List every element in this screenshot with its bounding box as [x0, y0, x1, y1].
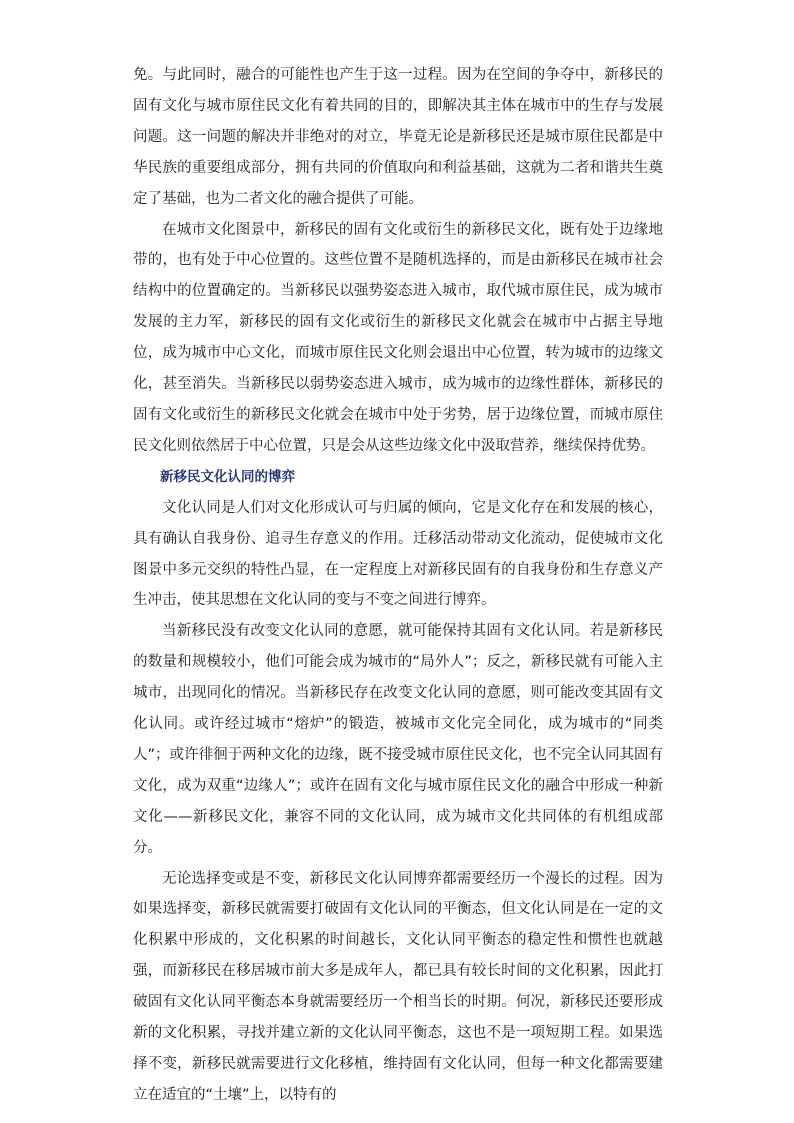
- paragraph-identity-change: 当新移民没有改变文化认同的意愿，就可能保持其固有文化认同。若是新移民的数量和规模较小，他们可能会成为城市的“局外人”；反之，新移民就有可能入主城市，出现同化的情况。当新移民存在改变文化认同的意愿，则可能改变其固有文化认同。或许经过城市“熔炉”的锻造，被城市文化完全同化，成为城市的“同类人”；或许徘徊于两种文化的边缘，既不接受城市原住民文化，也不完全认同其固有文化，成为双重“边缘人”；或许在固有文化与城市原住民文化的融合中形成一种新文化——新移民文化，兼容不同的文化认同，成为城市文化共同体的有机组成部分。: [133, 623, 663, 856]
- paragraph-cultural-identity: 文化认同是人们对文化形成认可与归属的倾向，它是文化存在和发展的核心，具有确认自我身份、追寻生存意义的作用。迁移活动带动文化流动，促使城市文化图景中多元交织的特性凸显，在一定程度上对新移民固有的自我身份和生存意义产生冲击，使其思想在文化认同的变与不变之间进行博弈。: [133, 499, 663, 609]
- paragraph-continuation: 免。与此同时，融合的可能性也产生于这一过程。因为在空间的争夺中，新移民的固有文化与城市原住民文化有着共同的目的，即解决其主体在城市中的生存与发展问题。这一问题的解决并非绝对的对立，毕竟无论是新移民还是城市原住民都是中华民族的重要组成部分，拥有共同的价值取向和利益基础，这就为二者和谐共生奠定了基础，也为二者文化的融合提供了可能。: [133, 67, 663, 207]
- document-page: [133, 60, 663, 1111]
- paragraph-identity-process: 无论选择变或是不变，新移民文化认同博弈都需要经历一个漫长的过程。因为如果选择变，新移民就需要打破固有文化认同的平衡态，但文化认同是在一定的文化积累中形成的，文化积累的时间越长，文化认同平衡态的稳定性和惯性也就越强，而新移民在移居城市前大多是成年人，都已具有较长时间的文化积累，因此打破固有文化认同平衡态本身就需要经历一个相当长的时期。何况，新移民还要形成新的文化积累，寻找并建立新的文化认同平衡态，这也不是一项短期工程。如果选择不变，新移民就需要进行文化移植，维持固有文化认同，但每一种文化都需要建立在适宜的“土壤”上，以特有的: [133, 870, 663, 1103]
- section-heading: 新移民文化认同的博弈: [160, 468, 295, 485]
- paragraph-city-culture-positions: 在城市文化图景中，新移民的固有文化或衍生的新移民文化，既有处于边缘地带的，也有处于中心位置的。这些位置不是随机选择的，而是由新移民在城市社会结构中的位置确定的。当新移民以强势姿态进入城市，取代城市原住民，成为城市发展的主力军，新移民的固有文化或衍生的新移民文化就会在城市中占据主导地位，成为城市中心文化，而城市原住民文化则会退出中心位置，转为城市的边缘文化，甚至消失。当新移民以弱势姿态进入城市，成为城市的边缘性群体，新移民的固有文化或衍生的新移民文化就会在城市中处于劣势，居于边缘位置，而城市原住民文化则依然居于中心位置，只是会从这些边缘文化中汲取营养，继续保持优势。: [133, 221, 663, 454]
